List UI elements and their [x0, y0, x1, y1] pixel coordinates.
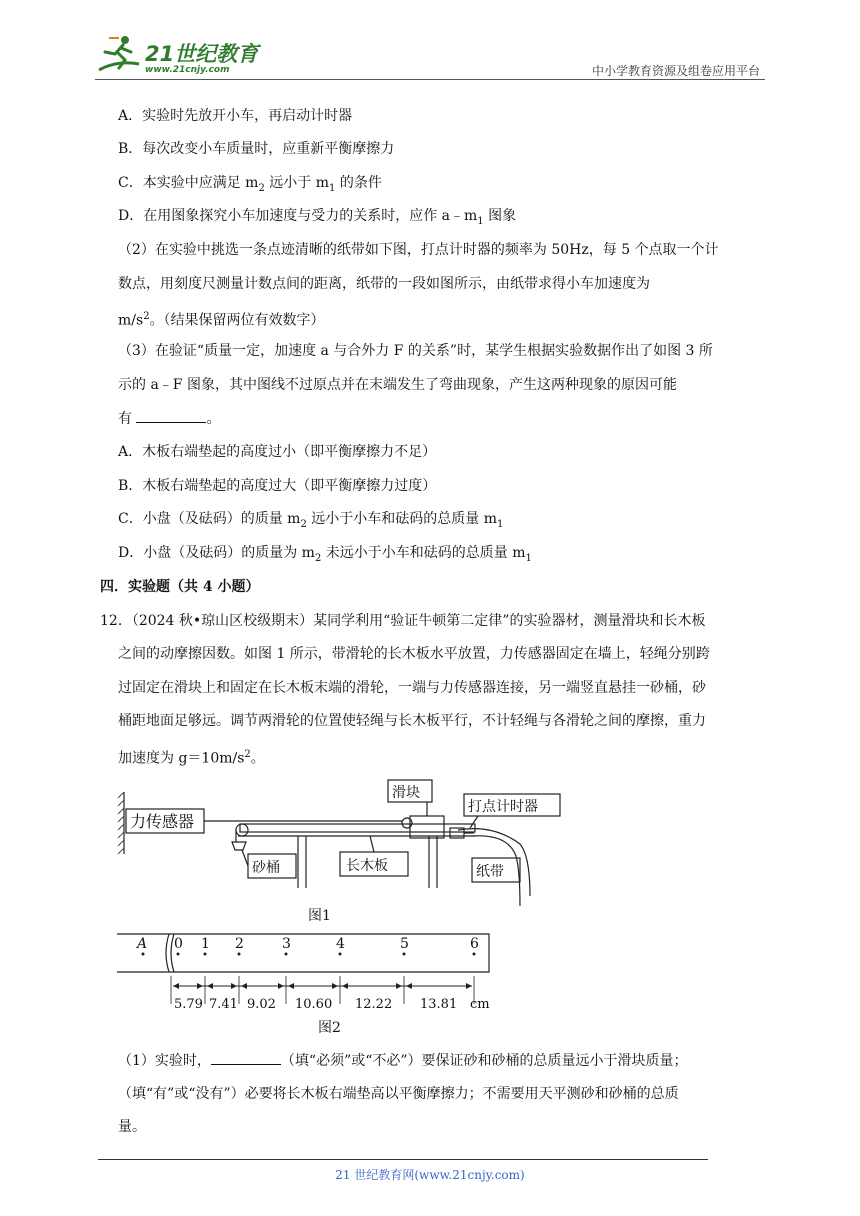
label-board: 长木板 — [346, 858, 388, 874]
point-a-label: A — [137, 936, 148, 952]
page-footer: 21 世纪教育网(www.21cnjy.com) — [335, 1168, 525, 1182]
point-label-3: 3 — [282, 936, 291, 952]
point-label-4: 4 — [336, 936, 345, 952]
answer-blank[interactable] — [136, 408, 206, 423]
q11-part3-option-c: C．小盘（及砝码）的质量 $m_2$ 远小于小车和砝码的总质量 $m_1$ — [118, 511, 504, 530]
label-timer: 打点计时器 — [468, 799, 538, 815]
runner-logo-icon — [95, 34, 145, 74]
q12-part1-line2: （填“有”或“没有”）必要将长木板右端垫高以平衡摩擦力；不需要用天平测砂和砂桶的总质 — [118, 1086, 679, 1102]
figure-2-caption: 图2 — [318, 1020, 341, 1036]
figure-2-tape — [115, 930, 495, 1040]
q11-part2-line1: （2）在实验中挑选一条点迹清晰的纸带如下图，打点计时器的频率为 50Hz，每 5 个点取一个计 — [118, 242, 719, 258]
distance-label-3: 10.60 — [295, 997, 333, 1012]
q12-line5: 加速度为 $g=10m/s^2$。 — [118, 749, 265, 767]
point-label-6: 6 — [470, 936, 479, 952]
q12-line4: 桶距地面足够远。调节两滑轮的位置使轻绳与长木板平行，不计轻绳与各滑轮之间的摩擦，重力 — [118, 713, 706, 729]
q12-line2: 之间的动摩擦因数。如图 1 所示，带滑轮的长木板水平放置，力传感器固定在墙上，轻绳分别跨 — [118, 646, 710, 662]
logo-text: 21世纪教育 — [145, 42, 259, 66]
point-label-2: 2 — [235, 936, 244, 952]
header-platform-name: 中小学教育资源及组卷应用平台 — [591, 64, 760, 78]
q11-part3-line2: 示的 a﹣F 图象，其中图线不过原点并在末端发生了弯曲现象，产生这两种现象的原因可能 — [118, 377, 677, 393]
site-logo — [95, 34, 265, 74]
distance-unit: cm — [470, 997, 490, 1012]
q11-part3-option-b: B．木板右端垫起的高度过大（即平衡摩擦力过度） — [118, 478, 437, 494]
point-label-5: 5 — [400, 936, 409, 952]
q11-part2-line2: 数点，用刻度尺测量计数点间的距离，纸带的一段如图所示，由纸带求得小车加速度为 — [118, 276, 650, 292]
header-divider — [95, 79, 765, 80]
label-sand-bucket: 砂桶 — [252, 860, 280, 876]
point-label-0: 0 — [174, 936, 183, 952]
label-tape: 纸带 — [476, 864, 504, 880]
q12-line3: 过固定在滑块上和固定在长木板末端的滑轮，一端与力传感器连接，另一端竖直悬挂一砂桶，砂 — [118, 680, 706, 696]
logo-url: www.21cnjy.com — [145, 65, 230, 75]
footer-divider — [98, 1159, 708, 1160]
section-title: 四．实验题（共 4 小题） — [100, 579, 260, 595]
q12-part1-line3: 量。 — [118, 1119, 146, 1135]
q11-part3-option-a: A．木板右端垫起的高度过小（即平衡摩擦力不足） — [118, 444, 437, 460]
q11-part3-line3: 有 。 — [118, 408, 220, 429]
q11-option-b: B．每次改变小车质量时，应重新平衡摩擦力 — [118, 141, 395, 157]
distance-label-1: 7.41 — [209, 997, 238, 1012]
label-force-sensor: 力传感器 — [130, 812, 195, 831]
distance-label-5: 13.81 — [420, 997, 458, 1012]
answer-blank[interactable] — [211, 1050, 281, 1065]
q11-part3-line1: （3）在验证“质量一定，加速度 a 与合外力 F 的关系”时，某学生根据实验数据作出了如图 3 所 — [118, 343, 713, 359]
q11-option-d: D．在用图象探究小车加速度与受力的关系时，应作 $a﹣m_1$ 图象 — [118, 208, 517, 227]
page-header — [95, 30, 765, 80]
q11-part3-option-d: D．小盘（及砝码）的质量为 $m_2$ 未远小于小车和砝码的总质量 $m_1$ — [118, 545, 532, 564]
q11-part2-line3: $m/s^2$。（结果保留两位有效数字） — [118, 311, 325, 329]
q11-option-c: C．本实验中应满足 $m_2$ 远小于 $m_1$ 的条件 — [118, 175, 382, 194]
distance-label-0: 5.79 — [174, 997, 203, 1012]
label-slider: 滑块 — [392, 785, 420, 801]
q11-option-a: A．实验时先放开小车，再启动计时器 — [118, 108, 353, 124]
point-label-1: 1 — [201, 936, 210, 952]
distance-label-4: 12.22 — [355, 997, 393, 1012]
figure-1-caption: 图1 — [308, 908, 331, 924]
q12-part1-line1: （1）实验时， （填“必须”或“不必”）要保证砂和砂桶的总质量远小于滑块质量； — [118, 1050, 688, 1071]
figure-1-apparatus — [118, 776, 578, 926]
q12-line1: 12．（2024 秋•琼山区校级期末）某同学利用“验证牛顿第二定律”的实验器材，测量滑块和长木板 — [100, 613, 706, 629]
distance-label-2: 9.02 — [247, 997, 276, 1012]
